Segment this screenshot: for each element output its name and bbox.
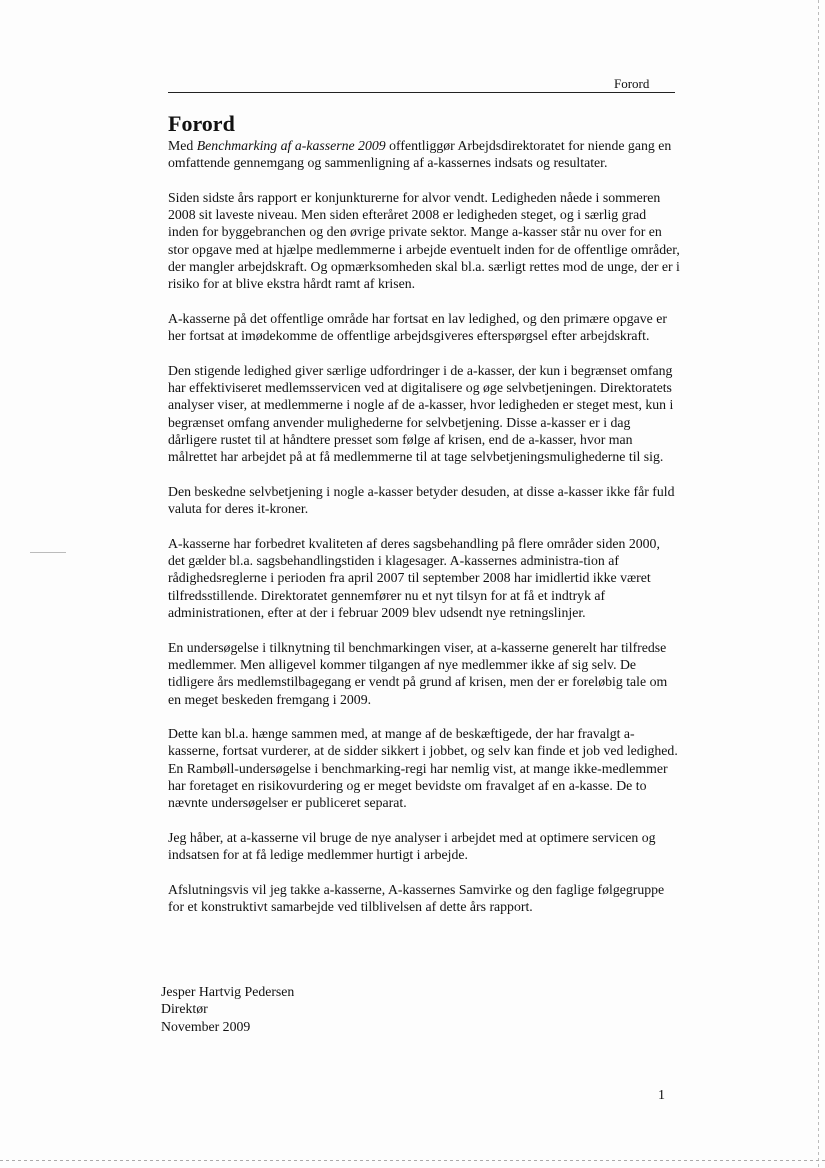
page-edge-right: [818, 0, 819, 1168]
paragraph: Jeg håber, at a-kasserne vil bruge de nye analyser i arbejdet med at optimere servicen og indsatsen for at få ledige medlemmer hurtigt i arbejde.: [168, 829, 656, 863]
paragraph: Siden sidste års rapport er konjunkturerne for alvor vendt. Ledigheden nåede i sommeren 2008 sit laveste niveau. Men siden efteråret 2008 er ledigheden steget, og i særlig grad inden for byggebranchen og den øvrige private sektor. Mange a-kasser står nu over for en stor opgave med at hjælpe medlemmerne i arbejde eventuelt inden for de offentlige områder, der mangler arbejdskraft. Og opmærksomheden skal bl.a. særligt rettes mod de unge, der er i risiko for at blive ekstra hårdt ramt af krisen.: [168, 189, 680, 292]
paragraph: Den beskedne selvbetjening i nogle a-kasser betyder desuden, at disse a-kasser ikke får fuld valuta for deres it-kroner.: [168, 483, 675, 517]
document-body: [168, 137, 680, 933]
page-number: 1: [658, 1088, 665, 1103]
paragraph: A-kasserne har forbedret kvaliteten af deres sagsbehandling på flere områder siden 2000, det gælder bl.a. sagsbehandlingstiden i klagesager. A-kassernes administra-tion af rådighedsreglerne i perioden fra april 2007 til september 2008 har imidlertid ikke været tilfredsstillende. Direktoratet gennemfører nu et nyt tilsyn for at få et indtryk af administrationen, efter at der i februar 2009 blev udsendt nye retningslinjer.: [168, 535, 660, 621]
paragraph: Dette kan bl.a. hænge sammen med, at mange af de beskæftigede, der har fravalgt a-kasserne, fortsat vurderer, at de sidder sikkert i jobbet, og selv kan finde et job ved ledighed. En Rambøll-undersøgelse i benchmarking-regi har nemlig vist, at mange ikke-medlemmer har foretaget en risikovurdering og er meget bevidste om fravalget af en a-kasse. De to nævnte undersøgelser er publiceret separat.: [168, 726, 678, 811]
page-edge-bottom: [0, 1160, 825, 1161]
paragraph: En undersøgelse i tilknytning til benchmarkingen viser, at a-kasserne generelt har tilfredse medlemmer. Men alligevel kommer tilgangen af nye medlemmer ikke af sig selv. De tidligere års medlemstilbagegang er vendt på grund af krisen, men der er foreløbig tale om en meget beskeden fremgang i 2009.: [168, 639, 668, 707]
lead-text-before: Med: [168, 138, 197, 153]
scan-artifact-mark: [30, 552, 66, 553]
paragraph: A-kasserne på det offentlige område har fortsat en lav ledighed, og den primære opgave er her fortsat at imødekomme de offentlige arbejdsgiveres efterspørgsel efter arbejdskraft.: [168, 310, 667, 344]
publication-title: Benchmarking af a-kasserne 2009: [196, 138, 386, 153]
lead-text-after: offentliggør Arbejdsdirektoratet for niende gang en omfattende gennemgang og sammenligning af a-kassernes indsats og resultater.: [168, 138, 672, 171]
page-title: Forord: [168, 111, 235, 136]
signatory-name: Jesper Hartvig Pedersen: [161, 984, 295, 999]
paragraph: Afslutningsvis vil jeg takke a-kasserne, A-kassernes Samvirke og den faglige følgegruppe for et konstruktivt samarbejde ved tilblivelsen af dette års rapport.: [168, 881, 665, 915]
header-rule: [168, 92, 675, 93]
signature-block: [161, 983, 294, 1035]
running-header: Forord: [614, 76, 650, 91]
lead-paragraph: [168, 137, 680, 172]
paragraph: Den stigende ledighed giver særlige udfordringer i de a-kasser, der kun i begrænset omfang har effektiviseret medlemsservicen ved at digitalisere og øge selvbetjeningen. Direktoratets analyser viser, at medlemmerne i nogle af de a-kasser, hvor ledigheden er steget mest, kun i begrænset omfang anvender mulighederne for selvbetjening. Disse a-kasser er i dag dårligere rustet til at håndtere presset som følge af krisen, end de a-kasser, hvor man målrettet har arbejdet på at få medlemmerne til at tage selvbetjeningsmulighederne til sig.: [168, 362, 674, 465]
signatory-role: Direktør: [161, 1001, 208, 1017]
signature-date: November 2009: [161, 1018, 251, 1034]
